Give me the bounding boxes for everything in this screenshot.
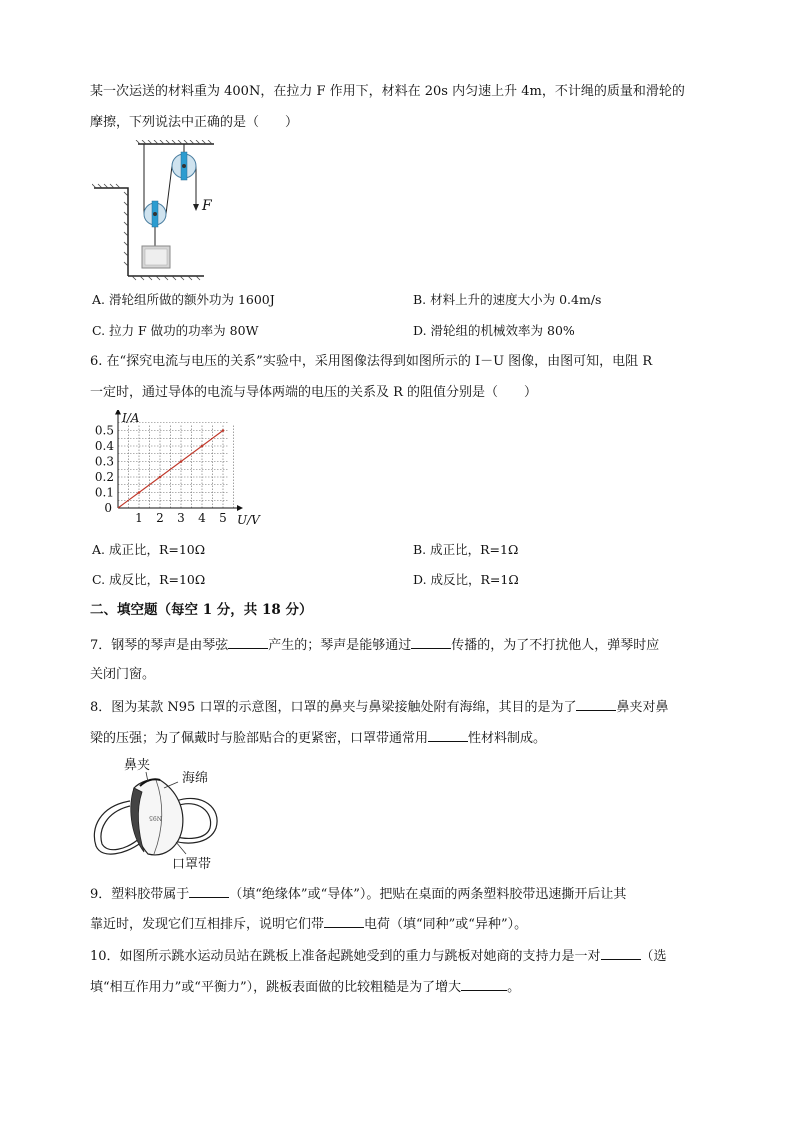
q7-blank-2[interactable] [411,634,451,649]
q9-stem-line2 [90,913,710,935]
q9-text-3: 靠近时，发现它们互相排斥，说明它们带 [90,917,325,932]
data-point [138,491,141,494]
q7-text-1: 7．钢琴的琴声是由琴弦 [90,638,229,653]
q5-stem-line1: 某一次运送的材料重为 400N，在拉力 F 作用下，材料在 20s 内匀速上升 4m，不计绳的质量和滑轮的 [90,84,685,99]
y-axis-label: I/A [122,411,140,425]
q9-text-2: （填“绝缘体”或“导体”）。把贴在桌面的两条塑料胶带迅速撕开后让其 [229,887,627,902]
force-label: F [202,198,212,214]
q8-blank-1[interactable] [576,696,616,711]
q10-blank-2[interactable] [461,976,507,991]
origin-label: 0 [104,501,112,515]
q10-stem-line1 [90,945,710,967]
label-strap: 口罩带 [172,857,212,872]
q8-text-4: 性材料制成。 [468,731,547,746]
data-point [222,429,225,432]
q6-option-a[interactable]: A. 成正比，R=10Ω [92,542,206,557]
x-axis-arrow [237,505,243,511]
x-tick-label: 3 [177,511,185,525]
iu-chart [92,410,272,530]
q10-text-1: 10．如图所示跳水运动员站在跳板上准备起跳她受到的重力与跳板对她商的支持力是一对 [90,949,601,964]
q8-text-3: 梁的压强；为了佩戴时与脸部贴合的更紧密，口罩带通常用 [90,731,429,746]
x-tick-label: 5 [219,511,227,525]
q5-option-c[interactable]: C. 拉力 F 做功的功率为 80W [92,323,259,338]
q8-text-1: 8．图为某款 N95 口罩的示意图，口罩的鼻夹与鼻梁接触处附有海绵，其目的是为了 [90,700,577,715]
q9-blank-1[interactable] [189,883,229,898]
x-axis-label: U/V [237,513,260,527]
q8-text-2: 鼻夹对鼻 [616,700,669,715]
label-sponge: 海绵 [182,771,209,786]
q10-blank-1[interactable] [601,945,641,960]
q10-text-3: 填“相互作用力”或“平衡力”），跳板表面做的比较粗糙是为了增大 [90,980,462,995]
label-nose-clip: 鼻夹 [124,758,151,773]
q7-blank-1[interactable] [228,634,268,649]
q8-stem-line1 [90,696,710,718]
mask-diagram [90,756,230,874]
q9-text-1: 9．塑料胶带属于 [90,887,190,902]
y-tick-label: 0.5 [94,423,114,438]
y-tick-label: 0.2 [94,470,114,484]
q7-text-2: 产生的；琴声是能够通过 [268,638,412,653]
q5-stem-line2: 摩擦，下列说法中正确的是（ ） [90,115,299,130]
section-title: 二、填空题（每空 1 分，共 18 分） [90,602,313,618]
data-point [201,445,204,448]
q5-option-a[interactable]: A. 滑轮组所做的额外功为 1600J [92,292,275,307]
q9-stem-line1 [90,883,710,905]
q8-stem-line2 [90,727,710,749]
x-tick-label: 4 [198,511,206,525]
q5-option-b[interactable]: B. 材料上升的速度大小为 0.4m/s [413,292,602,307]
q7-text-3: 传播的，为了不打扰他人，弹琴时应 [451,638,660,653]
q6-stem-line2: 一定时，通过导体的电流与导体两端的电压的关系及 R 的阻值分别是（ ） [90,385,538,400]
q9-text-4: 电荷（填“同种”或“异种”）。 [364,917,528,932]
q7-stem-line1 [90,634,710,656]
q6-stem-line1: 6. 在“探究电流与电压的关系”实验中，采用图像法得到如图所示的 I－U 图像，由图可知，电阻 R [90,354,653,369]
q9-blank-2[interactable] [324,913,364,928]
q6-option-c[interactable]: C. 成反比，R=10Ω [92,572,206,587]
q10-stem-line2 [90,976,710,998]
mask-text: N95 [149,814,162,821]
q6-option-d[interactable]: D. 成反比，R=1Ω [413,572,519,587]
q6-option-b[interactable]: B. 成正比，R=1Ω [413,542,519,557]
pulley-diagram [92,140,222,282]
data-point [159,476,162,479]
y-tick-label: 0.4 [94,439,114,453]
x-tick-label: 1 [135,511,143,525]
y-axis-arrow [115,410,121,415]
q10-text-4: 。 [507,980,521,995]
q10-text-2: （选 [640,949,667,964]
q8-blank-2[interactable] [428,727,468,742]
q5-option-d[interactable]: D. 滑轮组的机械效率为 80% [413,323,575,338]
y-tick-label: 0.1 [94,485,114,500]
y-tick-label: 0.3 [94,454,114,469]
x-tick-label: 2 [156,511,164,525]
q7-stem-line2: 关闭门窗。 [90,667,156,682]
data-point [180,460,183,463]
